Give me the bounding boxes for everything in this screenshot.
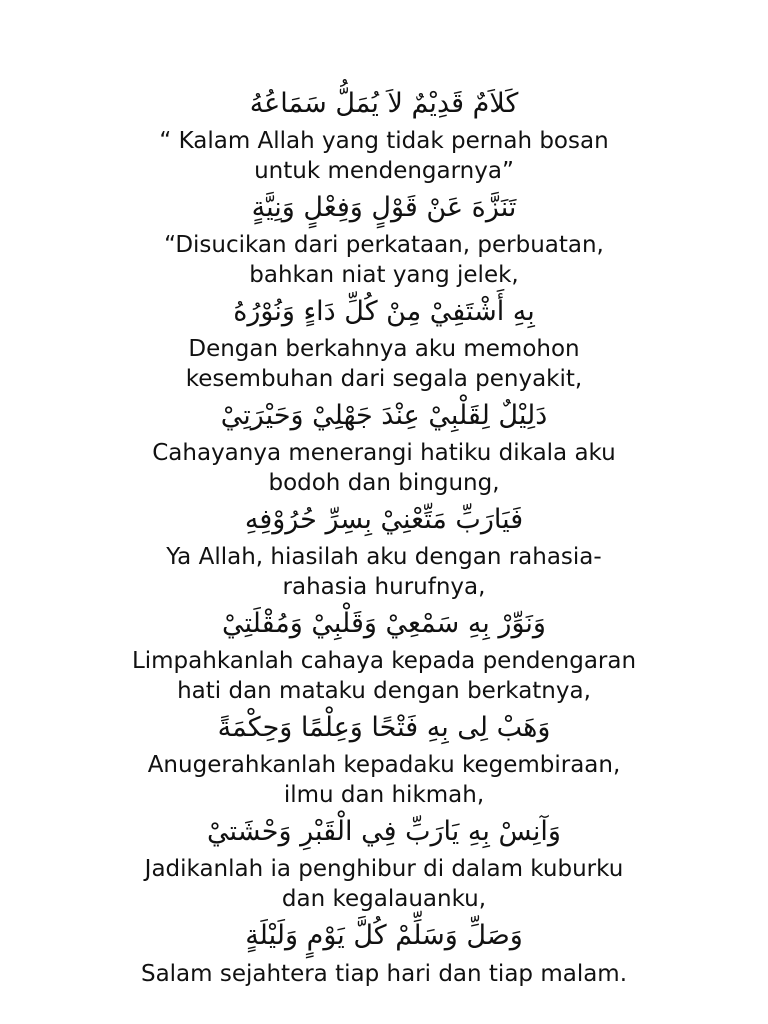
translation-line: Ya Allah, hiasilah aku dengan rahasia-	[166, 544, 602, 570]
translation-line: ilmu dan hikmah,	[283, 782, 485, 808]
arabic-line: دَلِيْلٌ لِقَلْبِيْ عِنْدَ جَهْلِيْ وَحَيْرَتِيْ	[220, 400, 548, 431]
translation-line: Salam sejahtera tiap hari dan tiap malam.	[140, 961, 628, 987]
arabic-line: وَآنِسْ بِهِ يَارَبِّ فِي الْقَبْرِ وَحْشَتيْ	[207, 816, 561, 847]
verse-4	[0, 394, 768, 498]
translation-line: bahkan niat yang jelek,	[249, 262, 519, 288]
arabic-line: تَنَزَّهَ عَنْ قَوْلٍ وَفِعْلٍ وَنِيَّةٍ	[251, 192, 517, 223]
translation-line: kesembuhan dari segala penyakit,	[185, 366, 583, 392]
arabic-line: فَيَارَبِّ مَتِّعْنِيْ بِسِرِّ حُرُوْفِهِ	[244, 504, 524, 535]
translation-line: bodoh dan bingung,	[268, 470, 500, 496]
verse-7	[0, 706, 768, 810]
arabic-line: بِهِ أَشْتَفِيْ مِنْ كُلِّ دَاءٍ وَنُوْرُهُ	[233, 296, 535, 327]
translation-text	[84, 646, 684, 706]
translation-text	[84, 854, 684, 914]
translation-text	[84, 542, 684, 602]
translation-text	[84, 334, 684, 394]
translation-line: “Disucikan dari perkataan, perbuatan,	[164, 232, 604, 258]
translation-line: Dengan berkahnya aku memohon	[188, 336, 580, 362]
translation-text	[84, 438, 684, 498]
document-page	[0, 82, 768, 989]
translation-line: hati dan mataku dengan berkatnya,	[177, 678, 591, 704]
arabic-line: وَصَلِّ وَسَلِّمْ كُلَّ يَوْمٍ وَلَيْلَةٍ	[245, 920, 523, 951]
translation-text	[84, 959, 684, 989]
arabic-line: كَلاَمٌ قَدِيْمٌ لاَ يُمَلُّ سَمَاعُهُ	[249, 88, 519, 119]
verse-5	[0, 498, 768, 602]
translation-text	[84, 230, 684, 290]
verse-2	[0, 186, 768, 290]
translation-line: Cahayanya menerangi hatiku dikala aku	[152, 440, 616, 466]
arabic-line: وَهَبْ لِى بِهِ فَتْحًا وَعِلْمًا وَحِكْمَةً	[217, 712, 551, 743]
verse-8	[0, 810, 768, 914]
translation-text	[84, 126, 684, 186]
verse-1	[0, 82, 768, 186]
translation-line: Limpahkanlah cahaya kepada pendengaran	[131, 648, 637, 674]
translation-line: dan kegalauanku,	[281, 886, 487, 912]
verse-6	[0, 602, 768, 706]
translation-text	[84, 750, 684, 810]
arabic-line: وَنَوِّرْ بِهِ سَمْعِيْ وَقَلْبِيْ وَمُقْلَتِيْ	[222, 608, 546, 639]
verse-9	[0, 914, 768, 989]
translation-line: untuk mendengarnya”	[254, 158, 514, 184]
translation-line: Jadikanlah ia penghibur di dalam kuburku	[144, 856, 624, 882]
translation-line: “ Kalam Allah yang tidak pernah bosan	[159, 128, 609, 154]
verse-3	[0, 290, 768, 394]
translation-line: Anugerahkanlah kepadaku kegembiraan,	[147, 752, 621, 778]
translation-line: rahasia hurufnya,	[282, 574, 486, 600]
